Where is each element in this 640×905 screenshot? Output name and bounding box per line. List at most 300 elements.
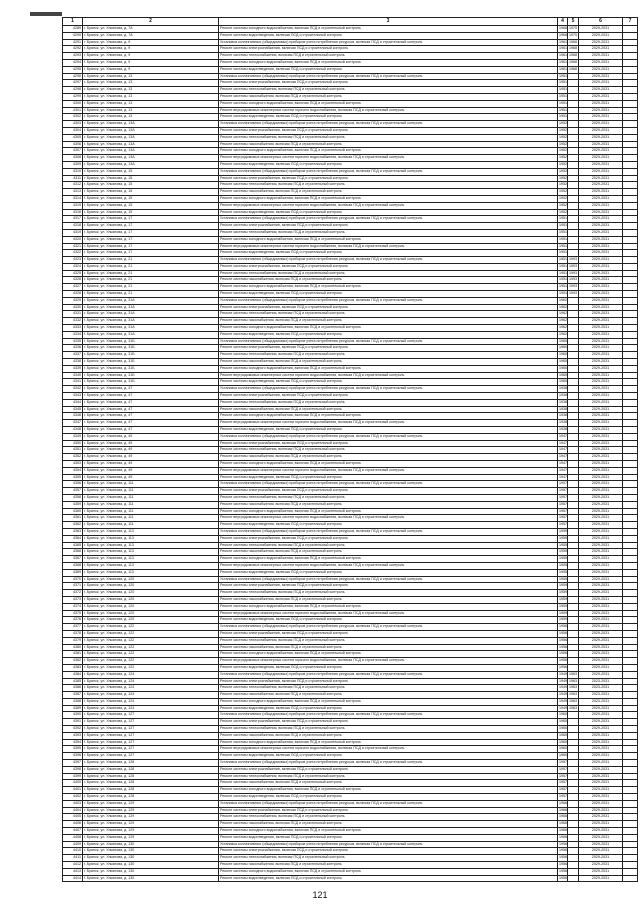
note-cell bbox=[623, 291, 638, 298]
table-row bbox=[63, 814, 638, 821]
work-type-cell: Установка коллективных (общедомовых) приборов учета потребления ресурсов, включая ПСД и строительный контроль bbox=[219, 800, 558, 807]
repair-period-cell: 2029-2031 bbox=[579, 590, 623, 597]
year-built-cell: 1957 bbox=[558, 508, 568, 515]
note-cell bbox=[623, 617, 638, 624]
note-cell bbox=[623, 107, 638, 114]
year-built-cell: 1952 bbox=[558, 175, 568, 182]
repair-period-cell: 2029-2031 bbox=[579, 868, 623, 875]
year-reconstructed-cell bbox=[568, 406, 579, 413]
note-cell bbox=[623, 807, 638, 814]
row-number-cell: 4322 bbox=[63, 250, 83, 257]
table-row bbox=[63, 175, 638, 182]
table-row bbox=[63, 685, 638, 692]
table-row bbox=[63, 352, 638, 359]
year-reconstructed-cell bbox=[568, 576, 579, 583]
year-built-cell: 1956 bbox=[558, 848, 568, 855]
house-address-cell: г. Брянск, ул. Ульянова, д. 47 bbox=[83, 399, 219, 406]
row-number-cell: 4337 bbox=[63, 352, 83, 359]
work-type-cell: Ремонт системы газоснабжения, включая ПСД и строительный контроль bbox=[219, 549, 558, 556]
work-type-cell: Ремонт системы электроснабжения, включая ПСД и строительный контроль bbox=[219, 80, 558, 87]
table-row bbox=[63, 413, 638, 420]
house-address-cell: г. Брянск, ул. Ульянова, д. 111 bbox=[83, 494, 219, 501]
house-address-cell: г. Брянск, ул. Ульянова, д. 15 bbox=[83, 195, 219, 202]
house-address-cell: г. Брянск, ул. Ульянова, д. 13 bbox=[83, 107, 219, 114]
year-built-cell: 1947 bbox=[558, 467, 568, 474]
work-type-cell: Ремонт внутридомовых инженерных систем горячего водоснабжения, включая ПСД и строительный контроль bbox=[219, 372, 558, 379]
note-cell bbox=[623, 678, 638, 685]
year-built-cell: 1951 bbox=[558, 114, 568, 121]
row-number-cell: 4320 bbox=[63, 236, 83, 243]
house-address-cell: г. Брянск, ул. Ульянова, д. 21 bbox=[83, 284, 219, 291]
repair-period-cell: 2029-2031 bbox=[579, 583, 623, 590]
row-number-cell: 4413 bbox=[63, 868, 83, 875]
work-type-cell: Ремонт системы холодного водоснабжения, включая ПСД и строительный контроль bbox=[219, 26, 558, 33]
table-row bbox=[63, 148, 638, 155]
year-reconstructed-cell bbox=[568, 488, 579, 495]
work-type-cell: Ремонт системы газоснабжения, включая ПСД и строительный контроль bbox=[219, 318, 558, 325]
table-row bbox=[63, 753, 638, 760]
house-address-cell: г. Брянск, ул. Ульянова, д. 120 bbox=[83, 590, 219, 597]
note-cell bbox=[623, 508, 638, 515]
table-row bbox=[63, 80, 638, 87]
year-reconstructed-cell bbox=[568, 800, 579, 807]
repair-period-cell: 2029-2031 bbox=[579, 562, 623, 569]
note-cell bbox=[623, 121, 638, 128]
table-row bbox=[63, 399, 638, 406]
repair-period-cell: 2029-2031 bbox=[579, 32, 623, 39]
house-address-cell: г. Брянск, ул. Ульянова, д. 130 bbox=[83, 841, 219, 848]
table-row bbox=[63, 127, 638, 134]
note-cell bbox=[623, 848, 638, 855]
note-cell bbox=[623, 386, 638, 393]
note-cell bbox=[623, 93, 638, 100]
year-built-cell: 1960 bbox=[558, 379, 568, 386]
repair-period-cell: 2029-2031 bbox=[579, 576, 623, 583]
year-built-cell: 1947 bbox=[558, 447, 568, 454]
house-address-cell: г. Брянск, ул. Ульянова, д. 49 bbox=[83, 474, 219, 481]
table-row bbox=[63, 195, 638, 202]
table-row bbox=[63, 236, 638, 243]
year-reconstructed-cell bbox=[568, 549, 579, 556]
table-row bbox=[63, 26, 638, 33]
house-address-cell: г. Брянск, ул. Ульянова, д. 120 bbox=[83, 610, 219, 617]
table-row bbox=[63, 746, 638, 753]
year-reconstructed-cell bbox=[568, 107, 579, 114]
work-type-cell: Ремонт системы теплоснабжения, включая ПСД и строительный контроль bbox=[219, 773, 558, 780]
work-type-cell: Ремонт системы водоотведения, включая ПСД и строительный контроль bbox=[219, 875, 558, 882]
table-row bbox=[63, 59, 638, 66]
note-cell bbox=[623, 372, 638, 379]
work-type-cell: Ремонт системы водоотведения, включая ПСД и строительный контроль bbox=[219, 331, 558, 338]
repair-period-cell: 2029-2031 bbox=[579, 134, 623, 141]
work-type-cell: Ремонт системы холодного водоснабжения, включая ПСД и строительный контроль bbox=[219, 461, 558, 468]
repair-period-cell: 2029-2031 bbox=[579, 794, 623, 801]
note-cell bbox=[623, 528, 638, 535]
note-cell bbox=[623, 399, 638, 406]
row-number-cell: 4300 bbox=[63, 100, 83, 107]
note-cell bbox=[623, 46, 638, 53]
work-type-cell: Ремонт системы водоотведения, включая ПСД и строительный контроль bbox=[219, 569, 558, 576]
row-number-cell: 4339 bbox=[63, 365, 83, 372]
repair-period-cell: 2029-2031 bbox=[579, 549, 623, 556]
year-reconstructed-cell bbox=[568, 161, 579, 168]
year-built-cell: 1951 bbox=[558, 270, 568, 277]
year-reconstructed-cell bbox=[568, 420, 579, 427]
row-number-cell: 4292 bbox=[63, 46, 83, 53]
work-type-cell: Ремонт системы газоснабжения, включая ПСД и строительный контроль bbox=[219, 596, 558, 603]
table-row bbox=[63, 603, 638, 610]
repair-period-cell: 2029-2031 bbox=[579, 807, 623, 814]
year-reconstructed-cell bbox=[568, 427, 579, 434]
year-reconstructed-cell bbox=[568, 712, 579, 719]
repair-period-cell: 2029-2031 bbox=[579, 596, 623, 603]
note-cell bbox=[623, 671, 638, 678]
row-number-cell: 4335 bbox=[63, 338, 83, 345]
house-address-cell: г. Брянск, ул. Ульянова, д. 31Б bbox=[83, 338, 219, 345]
year-built-cell: 1952 bbox=[558, 202, 568, 209]
table-row bbox=[63, 189, 638, 196]
row-number-cell: 4316 bbox=[63, 209, 83, 216]
year-reconstructed-cell bbox=[568, 855, 579, 862]
row-number-cell: 4362 bbox=[63, 522, 83, 529]
house-address-cell: г. Брянск, ул. Ульянова, д. 9 bbox=[83, 59, 219, 66]
table-row bbox=[63, 637, 638, 644]
note-cell bbox=[623, 739, 638, 746]
row-number-cell: 4312 bbox=[63, 182, 83, 189]
repair-period-cell: 2029-2031 bbox=[579, 148, 623, 155]
work-type-cell: Ремонт системы электроснабжения, включая ПСД и строительный контроль bbox=[219, 223, 558, 230]
house-address-cell: г. Брянск, ул. Ульянова, д. 13А bbox=[83, 127, 219, 134]
row-number-cell: 4384 bbox=[63, 671, 83, 678]
repair-period-cell: 2029-2031 bbox=[579, 780, 623, 787]
row-number-cell: 4297 bbox=[63, 80, 83, 87]
work-type-cell: Ремонт системы теплоснабжения, включая ПСД и строительный контроль bbox=[219, 494, 558, 501]
note-cell bbox=[623, 461, 638, 468]
repair-period-cell: 2029-2031 bbox=[579, 297, 623, 304]
table-row bbox=[63, 617, 638, 624]
row-number-cell: 4340 bbox=[63, 372, 83, 379]
work-type-cell: Ремонт системы водоотведения, включая ПСД и строительный контроль bbox=[219, 66, 558, 73]
work-type-cell: Ремонт системы теплоснабжения, включая ПСД и строительный контроль bbox=[219, 134, 558, 141]
year-built-cell: 1957 bbox=[558, 787, 568, 794]
house-address-cell: г. Брянск, ул. Ульянова, д. 113 bbox=[83, 528, 219, 535]
house-address-cell: г. Брянск, ул. Ульянова, д. 122 bbox=[83, 664, 219, 671]
house-address-cell: г. Брянск, ул. Ульянова, д. 21 bbox=[83, 291, 219, 298]
house-address-cell: г. Брянск, ул. Ульянова, д. 47 bbox=[83, 420, 219, 427]
row-number-cell: 4365 bbox=[63, 542, 83, 549]
row-number-cell: 4334 bbox=[63, 331, 83, 338]
row-number-cell: 4367 bbox=[63, 556, 83, 563]
note-cell bbox=[623, 562, 638, 569]
table-row bbox=[63, 773, 638, 780]
row-number-cell: 4351 bbox=[63, 447, 83, 454]
work-type-cell: Ремонт системы электроснабжения, включая ПСД и строительный контроль bbox=[219, 393, 558, 400]
house-address-cell: г. Брянск, ул. Ульянова, д. 120 bbox=[83, 603, 219, 610]
repair-period-cell: 2029-2031 bbox=[579, 270, 623, 277]
note-cell bbox=[623, 80, 638, 87]
table-row bbox=[63, 121, 638, 128]
year-built-cell: 1949 bbox=[558, 685, 568, 692]
work-type-cell: Ремонт внутридомовых инженерных систем горячего водоснабжения, включая ПСД и строительный контроль bbox=[219, 467, 558, 474]
work-type-cell: Установка коллективных (общедомовых) приборов учета потребления ресурсов, включая ПСД и строительный контроль bbox=[219, 257, 558, 264]
year-built-cell: 1956 bbox=[558, 637, 568, 644]
row-number-cell: 4379 bbox=[63, 637, 83, 644]
table-row bbox=[63, 610, 638, 617]
work-type-cell: Установка коллективных (общедомовых) приборов учета потребления ресурсов, включая ПСД и строительный контроль bbox=[219, 481, 558, 488]
year-reconstructed-cell bbox=[568, 447, 579, 454]
year-reconstructed-cell bbox=[568, 338, 579, 345]
house-address-cell: г. Брянск, ул. Ульянова, д. 120 bbox=[83, 583, 219, 590]
house-address-cell: г. Брянск, ул. Ульянова, д. 31Б bbox=[83, 359, 219, 366]
work-type-cell: Ремонт системы электроснабжения, включая ПСД и строительный контроль bbox=[219, 535, 558, 542]
note-cell bbox=[623, 216, 638, 223]
work-type-cell: Установка коллективных (общедомовых) приборов учета потребления ресурсов, включая ПСД и строительный контроль bbox=[219, 576, 558, 583]
repair-period-cell: 2029-2031 bbox=[579, 53, 623, 60]
note-cell bbox=[623, 800, 638, 807]
work-type-cell: Ремонт системы газоснабжения, включая ПСД и строительный контроль bbox=[219, 692, 558, 699]
year-reconstructed-cell bbox=[568, 229, 579, 236]
year-built-cell: 1956 bbox=[558, 868, 568, 875]
year-reconstructed-cell bbox=[568, 216, 579, 223]
repair-period-cell: 2029-2031 bbox=[579, 325, 623, 332]
repair-period-cell: 2029-2031 bbox=[579, 474, 623, 481]
year-built-cell: 1949 bbox=[558, 671, 568, 678]
year-built-cell: 1962 bbox=[558, 311, 568, 318]
year-reconstructed-cell bbox=[568, 87, 579, 94]
work-type-cell: Установка коллективных (общедомовых) приборов учета потребления ресурсов, включая ПСД и строительный контроль bbox=[219, 712, 558, 719]
year-built-cell: 1957 bbox=[558, 780, 568, 787]
table-row bbox=[63, 73, 638, 80]
note-cell bbox=[623, 705, 638, 712]
repair-period-cell: 2029-2031 bbox=[579, 80, 623, 87]
note-cell bbox=[623, 427, 638, 434]
row-number-cell: 4303 bbox=[63, 121, 83, 128]
house-address-cell: г. Брянск, ул. Ульянова, д. 49 bbox=[83, 461, 219, 468]
table-row bbox=[63, 420, 638, 427]
year-built-cell: 1966 bbox=[558, 807, 568, 814]
house-address-cell: г. Брянск, ул. Ульянова, д. 128 bbox=[83, 787, 219, 794]
row-number-cell: 4412 bbox=[63, 862, 83, 869]
work-type-cell: Ремонт системы холодного водоснабжения, включая ПСД и строительный контроль bbox=[219, 59, 558, 66]
year-reconstructed-cell bbox=[568, 624, 579, 631]
year-built-cell: 1957 bbox=[558, 766, 568, 773]
year-reconstructed-cell bbox=[568, 726, 579, 733]
table-row bbox=[63, 562, 638, 569]
table-row bbox=[63, 780, 638, 787]
work-type-cell: Ремонт внутридомовых инженерных систем горячего водоснабжения, включая ПСД и строительный контроль bbox=[219, 243, 558, 250]
work-type-cell: Ремонт системы газоснабжения, включая ПСД и строительный контроль bbox=[219, 277, 558, 284]
year-reconstructed-cell bbox=[568, 753, 579, 760]
work-type-cell: Ремонт системы электроснабжения, включая ПСД и строительный контроль bbox=[219, 345, 558, 352]
year-reconstructed-cell: 1993 bbox=[568, 291, 579, 298]
row-number-cell: 4347 bbox=[63, 420, 83, 427]
house-address-cell: г. Брянск, ул. Ульянова, д. 47 bbox=[83, 406, 219, 413]
house-address-cell: г. Брянск, ул. Ульянова, д. 15 bbox=[83, 175, 219, 182]
house-address-cell: г. Брянск, ул. Ульянова, д. 31Б bbox=[83, 379, 219, 386]
table-row bbox=[63, 202, 638, 209]
note-cell bbox=[623, 637, 638, 644]
repair-period-cell: 2029-2031 bbox=[579, 114, 623, 121]
row-number-cell: 4364 bbox=[63, 535, 83, 542]
repair-period-cell: 2029-2031 bbox=[579, 467, 623, 474]
year-reconstructed-cell: 1963 bbox=[568, 678, 579, 685]
work-type-cell: Ремонт системы водоотведения, включая ПСД и строительный контроль bbox=[219, 834, 558, 841]
row-number-cell: 4392 bbox=[63, 726, 83, 733]
repair-period-cell: 2029-2031 bbox=[579, 379, 623, 386]
repair-period-cell: 2029-2031 bbox=[579, 277, 623, 284]
table-row bbox=[63, 114, 638, 121]
year-built-cell: 1951 bbox=[558, 257, 568, 264]
note-cell bbox=[623, 32, 638, 39]
house-address-cell: г. Брянск, ул. Ульянова, д. 111 bbox=[83, 501, 219, 508]
note-cell bbox=[623, 195, 638, 202]
house-address-cell: г. Брянск, ул. Ульянова, д. 31Б bbox=[83, 345, 219, 352]
table-row bbox=[63, 461, 638, 468]
year-reconstructed-cell bbox=[568, 100, 579, 107]
row-number-cell: 4321 bbox=[63, 243, 83, 250]
table-row bbox=[63, 372, 638, 379]
repair-period-cell: 2029-2031 bbox=[579, 345, 623, 352]
table-row bbox=[63, 855, 638, 862]
repair-period-cell: 2029-2031 bbox=[579, 87, 623, 94]
note-cell bbox=[623, 338, 638, 345]
table-row bbox=[63, 318, 638, 325]
year-reconstructed-cell bbox=[568, 127, 579, 134]
column-header: 1 bbox=[63, 18, 83, 26]
year-reconstructed-cell: 1993 bbox=[568, 257, 579, 264]
year-built-cell: 1952 bbox=[558, 121, 568, 128]
note-cell bbox=[623, 26, 638, 33]
year-built-cell: 1952 bbox=[558, 195, 568, 202]
work-type-cell: Ремонт системы водоотведения, включая ПСД и строительный контроль bbox=[219, 664, 558, 671]
table-row bbox=[63, 692, 638, 699]
repair-period-cell: 2029-2031 bbox=[579, 304, 623, 311]
year-built-cell: 1959 bbox=[558, 596, 568, 603]
year-built-cell: 1938 bbox=[558, 427, 568, 434]
house-address-cell: г. Брянск, ул. Ульянова, д. 111 bbox=[83, 508, 219, 515]
house-address-cell: г. Брянск, ул. Ульянова, д. 127 bbox=[83, 739, 219, 746]
table-row bbox=[63, 630, 638, 637]
row-number-cell: 4333 bbox=[63, 325, 83, 332]
year-reconstructed-cell bbox=[568, 175, 579, 182]
note-cell bbox=[623, 712, 638, 719]
repair-period-cell: 2029-2031 bbox=[579, 209, 623, 216]
year-reconstructed-cell bbox=[568, 664, 579, 671]
note-cell bbox=[623, 454, 638, 461]
table-row bbox=[63, 454, 638, 461]
note-cell bbox=[623, 352, 638, 359]
note-cell bbox=[623, 603, 638, 610]
year-built-cell: 1962 bbox=[558, 297, 568, 304]
table-row bbox=[63, 664, 638, 671]
house-address-cell: г. Брянск, ул. Ульянова, д. 31А bbox=[83, 297, 219, 304]
repair-period-cell: 2029-2031 bbox=[579, 617, 623, 624]
row-number-cell: 4401 bbox=[63, 787, 83, 794]
year-reconstructed-cell bbox=[568, 80, 579, 87]
work-type-cell: Ремонт системы теплоснабжения, включая ПСД и строительный контроль bbox=[219, 182, 558, 189]
note-cell bbox=[623, 481, 638, 488]
year-built-cell: 1952 bbox=[558, 155, 568, 162]
year-built-cell: 1957 bbox=[558, 773, 568, 780]
note-cell bbox=[623, 182, 638, 189]
row-number-cell: 4309 bbox=[63, 161, 83, 168]
table-row bbox=[63, 658, 638, 665]
table-row bbox=[63, 569, 638, 576]
work-type-cell: Ремонт системы водоотведения, включая ПСД и строительный контроль bbox=[219, 250, 558, 257]
house-address-cell: г. Брянск, ул. Ульянова, д. 120 bbox=[83, 617, 219, 624]
year-reconstructed-cell bbox=[568, 454, 579, 461]
house-address-cell: г. Брянск, ул. Ульянова, д. 13А bbox=[83, 148, 219, 155]
year-built-cell: 1968 bbox=[558, 32, 568, 39]
row-number-cell: 4357 bbox=[63, 488, 83, 495]
row-number-cell: 4346 bbox=[63, 413, 83, 420]
house-address-cell: г. Брянск, ул. Ульянова, д. 17 bbox=[83, 223, 219, 230]
row-number-cell: 4380 bbox=[63, 644, 83, 651]
work-type-cell: Ремонт системы холодного водоснабжения, включая ПСД и строительный контроль bbox=[219, 739, 558, 746]
year-built-cell: 1952 bbox=[558, 141, 568, 148]
note-cell bbox=[623, 794, 638, 801]
year-reconstructed-cell bbox=[568, 379, 579, 386]
row-number-cell: 4383 bbox=[63, 664, 83, 671]
repair-period-cell: 2029-2031 bbox=[579, 406, 623, 413]
table-row bbox=[63, 732, 638, 739]
work-type-cell: Ремонт системы электроснабжения, включая ПСД и строительный контроль bbox=[219, 304, 558, 311]
note-cell bbox=[623, 393, 638, 400]
house-address-cell: г. Брянск, ул. Ульянова, д. 113 bbox=[83, 549, 219, 556]
year-reconstructed-cell bbox=[568, 73, 579, 80]
year-reconstructed-cell bbox=[568, 331, 579, 338]
table-row bbox=[63, 393, 638, 400]
house-address-cell: г. Брянск, ул. Ульянова, д. 113 bbox=[83, 556, 219, 563]
year-reconstructed-cell bbox=[568, 155, 579, 162]
note-cell bbox=[623, 549, 638, 556]
year-built-cell: 1947 bbox=[558, 433, 568, 440]
table-row bbox=[63, 216, 638, 223]
year-built-cell: 1966 bbox=[558, 814, 568, 821]
repair-period-cell: 2029-2031 bbox=[579, 352, 623, 359]
table-row bbox=[63, 590, 638, 597]
note-cell bbox=[623, 780, 638, 787]
work-type-cell: Ремонт системы водоотведения, включая ПСД и строительный контроль bbox=[219, 209, 558, 216]
table-row bbox=[63, 828, 638, 835]
year-built-cell: 1951 bbox=[558, 80, 568, 87]
year-built-cell: 1956 bbox=[558, 658, 568, 665]
year-reconstructed-cell bbox=[568, 114, 579, 121]
note-cell bbox=[623, 821, 638, 828]
year-reconstructed-cell bbox=[568, 841, 579, 848]
table-row bbox=[63, 488, 638, 495]
work-type-cell: Ремонт системы теплоснабжения, включая ПСД и строительный контроль bbox=[219, 311, 558, 318]
house-address-cell: г. Брянск, ул. Ульянова, д. 129 bbox=[83, 828, 219, 835]
work-type-cell: Ремонт системы холодного водоснабжения, включая ПСД и строительный контроль bbox=[219, 236, 558, 243]
work-type-cell: Ремонт системы холодного водоснабжения, включая ПСД и строительный контроль bbox=[219, 828, 558, 835]
note-cell bbox=[623, 760, 638, 767]
work-type-cell: Ремонт системы теплоснабжения, включая ПСД и строительный контроль bbox=[219, 352, 558, 359]
year-reconstructed-cell bbox=[568, 807, 579, 814]
row-number-cell: 4373 bbox=[63, 596, 83, 603]
house-address-cell: г. Брянск, ул. Ульянова, д. 15 bbox=[83, 209, 219, 216]
note-cell bbox=[623, 236, 638, 243]
house-address-cell: г. Брянск, ул. Ульянова, д. 49 bbox=[83, 447, 219, 454]
year-reconstructed-cell bbox=[568, 814, 579, 821]
row-number-cell: 4376 bbox=[63, 617, 83, 624]
column-header: 7 bbox=[623, 18, 638, 26]
year-built-cell: 1955 bbox=[558, 542, 568, 549]
year-reconstructed-cell bbox=[568, 739, 579, 746]
repair-period-cell: 2029-2031 bbox=[579, 501, 623, 508]
work-type-cell: Ремонт системы холодного водоснабжения, включая ПСД и строительный контроль bbox=[219, 868, 558, 875]
row-number-cell: 4397 bbox=[63, 760, 83, 767]
